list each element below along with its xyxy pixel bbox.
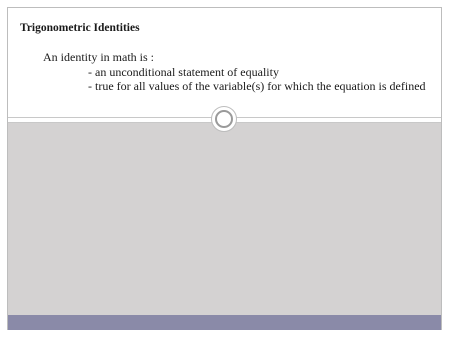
definition-point-1: - an unconditional statement of equality bbox=[88, 65, 279, 79]
title-panel bbox=[8, 8, 441, 119]
footer-bar bbox=[8, 315, 441, 330]
content-panel bbox=[8, 123, 441, 315]
divider-circle-icon bbox=[211, 106, 237, 132]
circle-ring-icon bbox=[215, 110, 233, 128]
definition-point-2: - true for all values of the variable(s) for which the equation is defined bbox=[88, 79, 426, 93]
definition-intro: An identity in math is : bbox=[43, 50, 154, 64]
slide-title: Trigonometric Identities bbox=[20, 22, 140, 34]
